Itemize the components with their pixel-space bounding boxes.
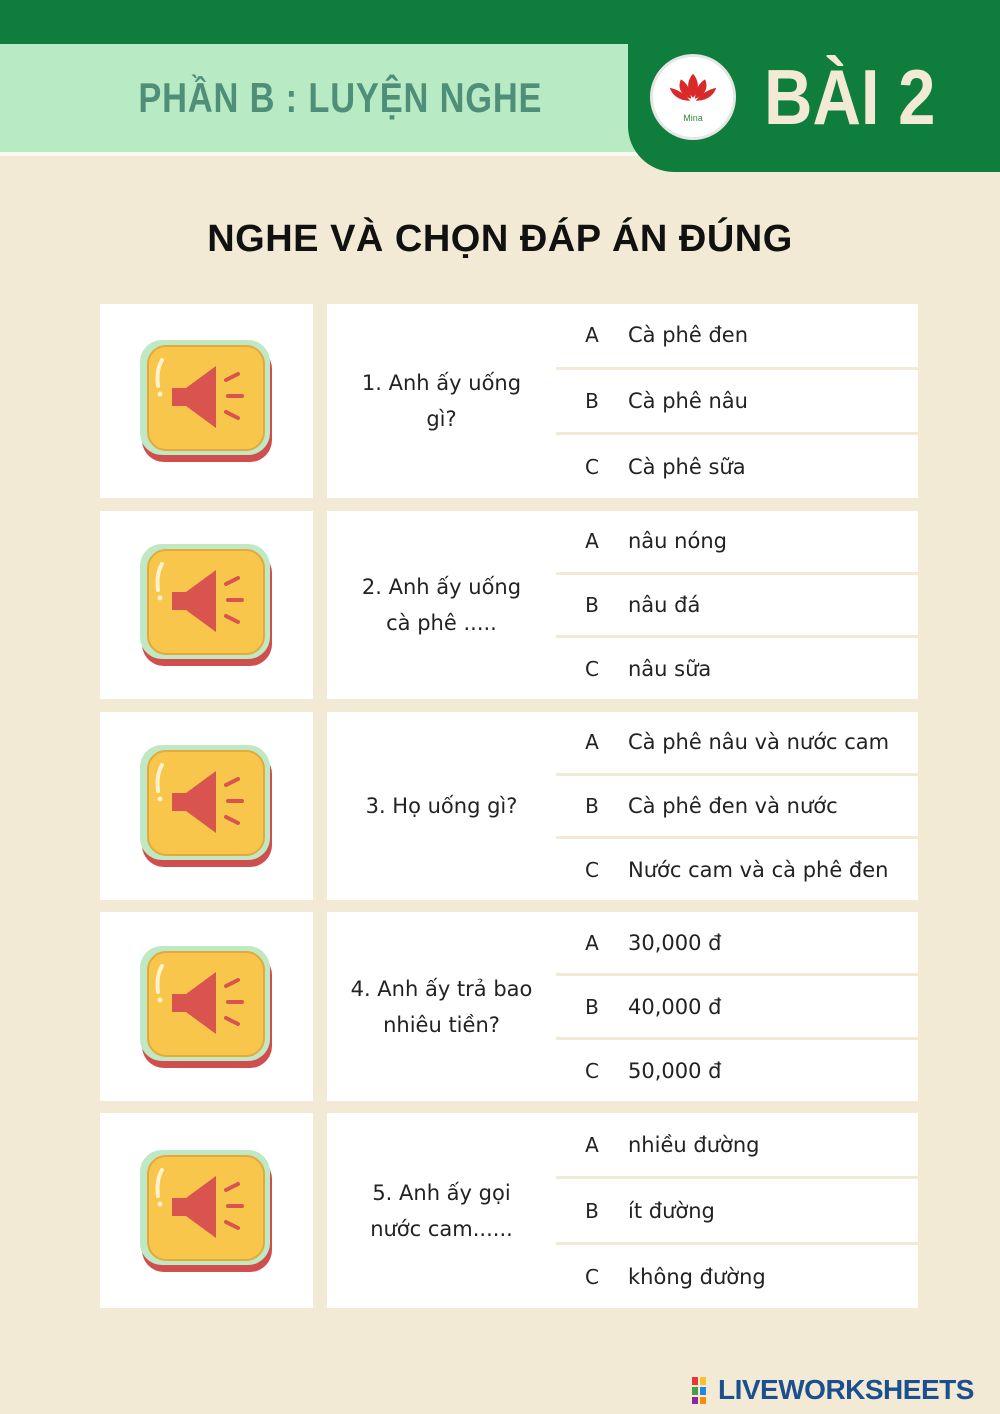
header-divider (0, 152, 640, 156)
option-c[interactable] (556, 432, 918, 498)
option-a[interactable] (556, 1113, 918, 1176)
option-b[interactable] (556, 367, 918, 433)
option-letter: A (585, 930, 599, 955)
answer-options (556, 511, 918, 699)
logo-text: Mina (683, 113, 703, 123)
option-b[interactable] (556, 572, 918, 636)
option-c[interactable] (556, 635, 918, 699)
speaker-icon[interactable] (138, 1148, 276, 1274)
question-prompt: 1. Anh ấy uống gì? (361, 371, 522, 431)
option-letter: A (585, 323, 599, 348)
option-letter: B (585, 593, 599, 617)
page-title: NGHE VÀ CHỌN ĐÁP ÁN ĐÚNG (207, 218, 793, 260)
option-letter: C (585, 1264, 599, 1289)
audio-cell (100, 511, 313, 699)
question-prompt: 5. Anh ấy gọi nước cam...... (370, 1180, 513, 1241)
question-row-2 (100, 511, 918, 699)
question-row-5 (100, 1113, 918, 1308)
option-letter: C (585, 656, 599, 681)
option-letter: C (585, 1058, 599, 1083)
question-row-4 (100, 912, 918, 1101)
option-text: 30,000 đ (628, 930, 722, 955)
answer-options (556, 304, 918, 498)
option-letter: B (585, 994, 599, 1019)
option-b[interactable] (556, 1176, 918, 1242)
liveworksheets-watermark (692, 1372, 974, 1408)
option-c[interactable] (556, 1037, 918, 1101)
option-letter: A (585, 1132, 599, 1157)
option-a[interactable] (556, 912, 918, 973)
option-text: ít đường (628, 1198, 715, 1223)
liveworksheets-icon (692, 1375, 714, 1405)
question-prompt-cell (327, 712, 556, 900)
speaker-icon[interactable] (138, 338, 276, 464)
answer-options (556, 912, 918, 1101)
question-prompt-cell (327, 304, 556, 498)
question-prompt-cell (327, 511, 556, 699)
option-text: không đường (628, 1264, 766, 1289)
answer-options (556, 1113, 918, 1308)
option-text: nhiều đường (628, 1132, 760, 1157)
option-text: nâu sữa (628, 656, 712, 681)
question-prompt-cell (327, 1113, 556, 1308)
section-label: PHẦN B : LUYỆN NGHE (137, 74, 543, 121)
option-b[interactable] (556, 973, 918, 1037)
audio-cell (100, 912, 313, 1101)
option-letter: A (585, 730, 599, 755)
option-text: nâu nóng (628, 529, 727, 554)
option-text: 40,000 đ (628, 994, 722, 1019)
option-a[interactable] (556, 304, 918, 367)
option-letter: A (585, 529, 599, 554)
question-prompt: 3. Họ uống gì? (365, 794, 518, 818)
option-text: Nước cam và cà phê đen (628, 857, 889, 882)
option-text: nâu đá (628, 593, 701, 617)
question-prompt: 2. Anh ấy uống cà phê ..... (361, 575, 522, 635)
option-letter: B (585, 794, 599, 818)
lesson-label: BÀI 2 (764, 53, 936, 141)
option-a[interactable] (556, 511, 918, 572)
option-text: Cà phê đen (628, 323, 749, 348)
option-text: Cà phê nâu và nước cam (628, 730, 890, 755)
audio-cell (100, 304, 313, 498)
question-row-1 (100, 304, 918, 498)
audio-cell (100, 712, 313, 900)
option-c[interactable] (556, 1242, 918, 1308)
speaker-icon[interactable] (138, 743, 276, 869)
option-a[interactable] (556, 712, 918, 773)
answer-options (556, 712, 918, 900)
option-letter: C (585, 454, 599, 479)
question-row-3 (100, 712, 918, 900)
speaker-icon[interactable] (138, 542, 276, 668)
option-c[interactable] (556, 836, 918, 900)
option-b[interactable] (556, 773, 918, 837)
watermark-text: LIVEWORKSHEETS (718, 1374, 974, 1405)
lotus-logo (650, 54, 736, 140)
option-text: 50,000 đ (628, 1058, 722, 1083)
option-letter: C (585, 857, 599, 882)
speaker-icon[interactable] (138, 944, 276, 1070)
option-letter: B (585, 1198, 599, 1223)
question-prompt-cell (327, 912, 556, 1101)
question-prompt: 4. Anh ấy trả bao nhiêu tiền? (350, 976, 533, 1037)
option-text: Cà phê nâu (628, 389, 748, 413)
option-text: Cà phê đen và nước (628, 794, 838, 818)
option-text: Cà phê sữa (628, 454, 746, 479)
section-header (0, 44, 650, 152)
option-letter: B (585, 389, 599, 413)
audio-cell (100, 1113, 313, 1308)
